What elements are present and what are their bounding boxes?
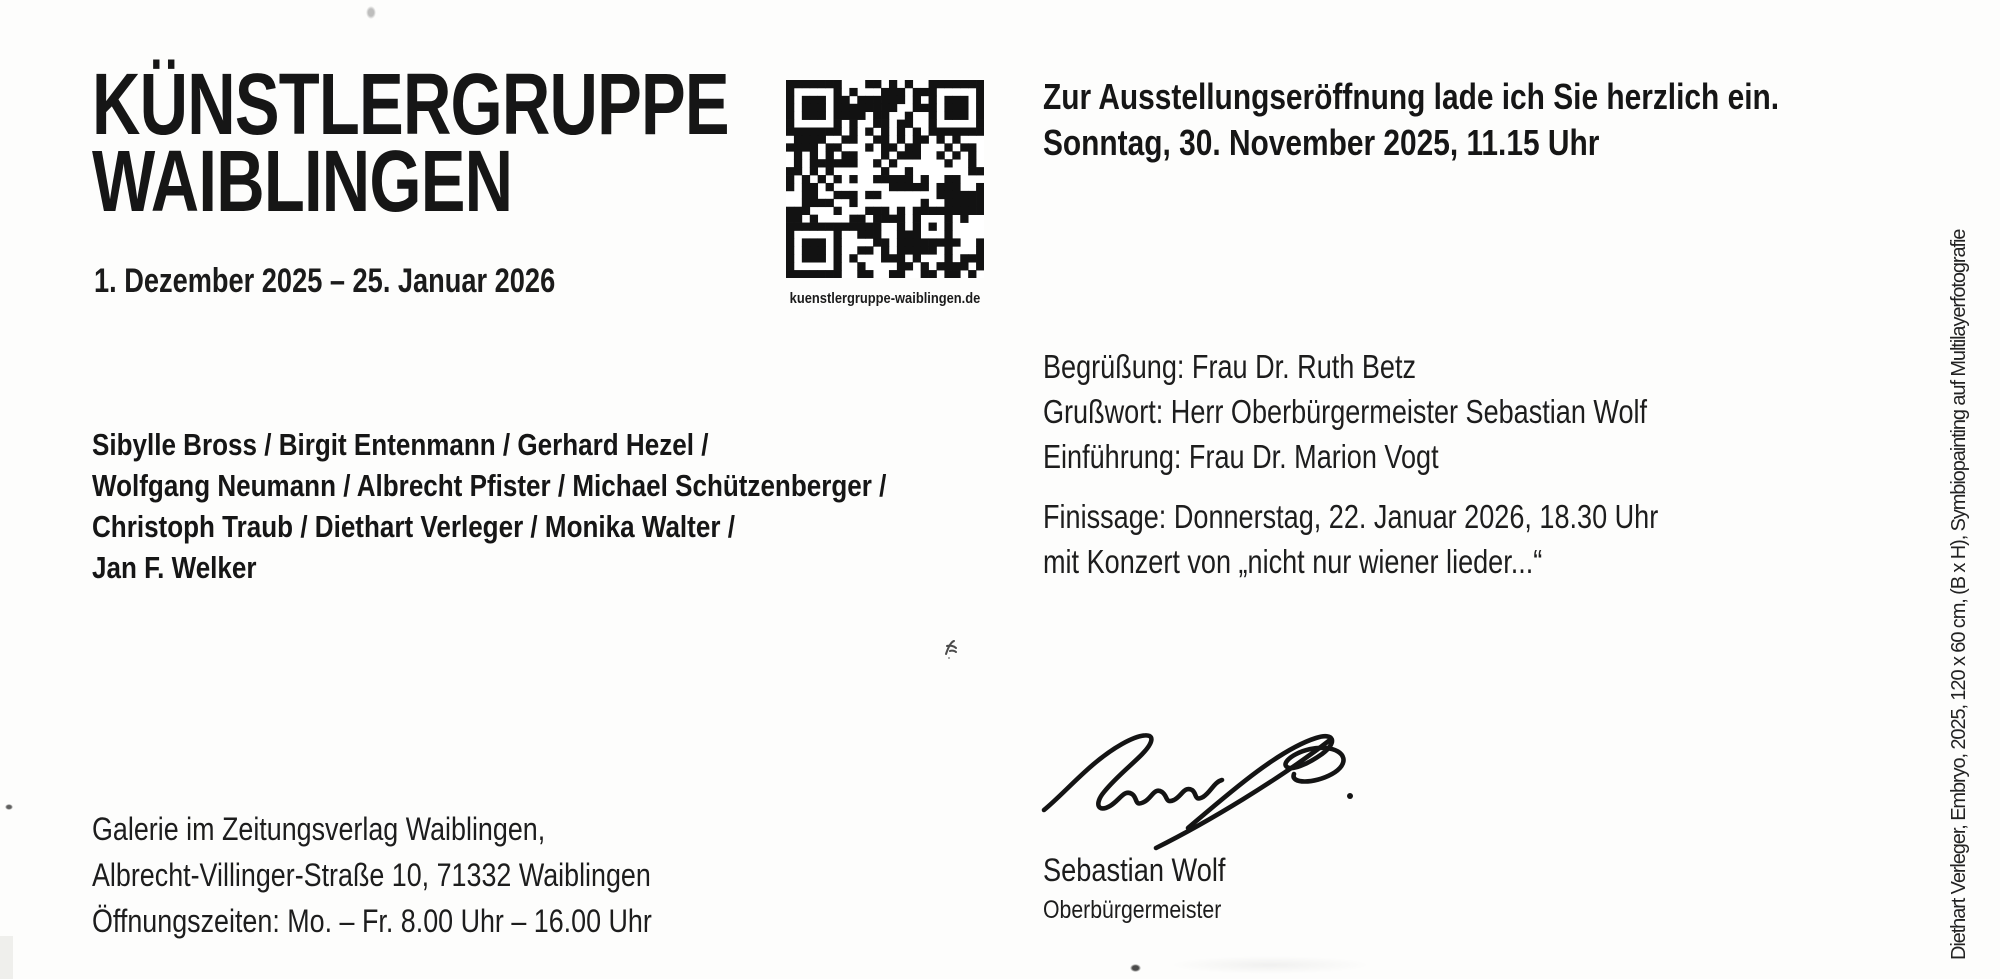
qr-caption: kuenstlergruppe-waiblingen.de: [789, 290, 981, 307]
scan-edge-shade: [0, 936, 13, 979]
title-line-1: KÜNSTLERGRUPPE: [92, 56, 729, 153]
scan-speck: [366, 6, 376, 19]
program-introduction: Einführung: Frau Dr. Marion Vogt: [1043, 438, 1439, 475]
artist-line: Jan F. Welker: [92, 550, 257, 585]
exhibition-dates: 1. Dezember 2025 – 25. Januar 2026: [94, 262, 556, 300]
signer-title: Oberbürgermeister: [1043, 896, 1222, 924]
signature-scribble: [1038, 710, 1368, 860]
invitation-line-2: Sonntag, 30. November 2025, 11.15 Uhr: [1043, 122, 1600, 163]
exhibition-title: [92, 56, 729, 230]
scan-smudge: [1170, 956, 1370, 974]
scan-speck: [942, 638, 960, 660]
artist-line: Sibylle Bross / Birgit Entenmann / Gerhard Hezel /: [92, 427, 709, 462]
scan-speck: [1130, 964, 1141, 972]
finissage-line-1: Finissage: Donnerstag, 22. Januar 2026, 18.30 Uhr: [1043, 498, 1659, 535]
invitation-line-1: Zur Ausstellungseröffnung lade ich Sie herzlich ein.: [1043, 76, 1780, 117]
qr-code: [786, 80, 984, 278]
finissage-line-2: mit Konzert von „nicht nur wiener lieder...“: [1043, 543, 1543, 580]
venue-hours: Öffnungszeiten: Mo. – Fr. 8.00 Uhr – 16.00 Uhr: [92, 903, 652, 939]
invitation-header: [1043, 74, 1779, 166]
artist-list: [92, 424, 886, 588]
artwork-credit: Diethart Verleger, Embryo, 2025, 120 x 60 cm, (B x H), Symbiopainting auf Multilayerfotografie: [1948, 229, 1970, 960]
qr-code-graphic: [786, 80, 984, 278]
venue-address: Albrecht-Villinger-Straße 10, 71332 Waiblingen: [92, 857, 651, 893]
artist-line: Wolfgang Neumann / Albrecht Pfister / Michael Schützenberger /: [92, 468, 887, 503]
program-list: [1043, 344, 1647, 479]
venue-name: Galerie im Zeitungsverlag Waiblingen,: [92, 811, 546, 847]
venue-info: [92, 806, 652, 944]
program-address: Grußwort: Herr Oberbürgermeister Sebastian Wolf: [1043, 393, 1648, 430]
title-line-2: WAIBLINGEN: [92, 133, 513, 230]
program-greeting: Begrüßung: Frau Dr. Ruth Betz: [1043, 348, 1417, 385]
finissage-info: [1043, 494, 1658, 584]
artist-line: Christoph Traub / Diethart Verleger / Monika Walter /: [92, 509, 735, 544]
signer-name: Sebastian Wolf: [1043, 852, 1226, 888]
scan-speck: [5, 804, 13, 810]
